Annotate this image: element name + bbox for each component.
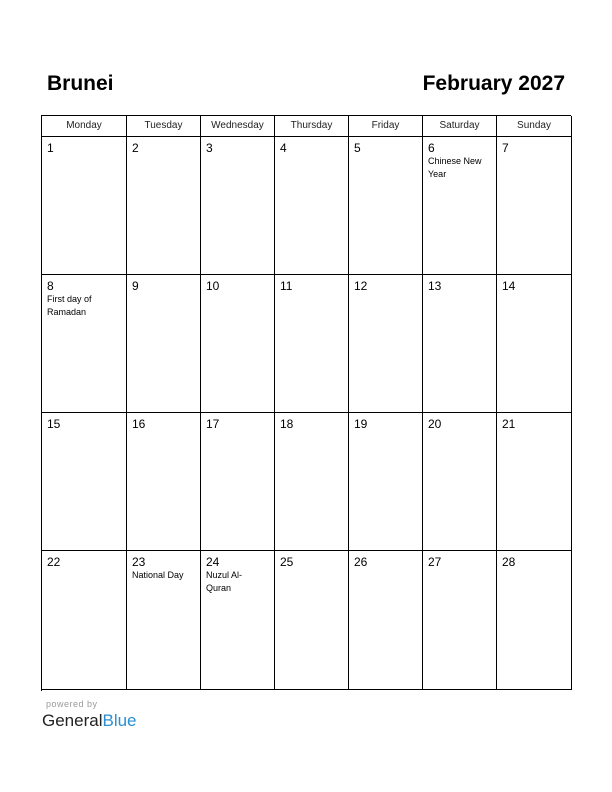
day-cell: [201, 275, 275, 413]
day-cell: [127, 413, 201, 551]
day-cell: [497, 413, 572, 551]
generalblue-logo[interactable]: [42, 711, 137, 731]
day-cell: [127, 551, 201, 690]
day-number: 25: [280, 555, 294, 569]
weekday-header-friday: Friday: [349, 116, 423, 137]
holiday-label: First day of Ramadan: [47, 294, 92, 317]
day-number: 14: [502, 279, 516, 293]
day-number: 1: [47, 141, 54, 155]
day-cell: [275, 551, 349, 690]
holiday-label: National Day: [132, 570, 184, 580]
day-number: 22: [47, 555, 61, 569]
weekday-header-sunday: Sunday: [497, 116, 572, 137]
day-cell: [201, 137, 275, 275]
day-cell: [275, 137, 349, 275]
day-number: 13: [428, 279, 442, 293]
day-number: 2: [132, 141, 139, 155]
day-number: 28: [502, 555, 516, 569]
day-number: 12: [354, 279, 368, 293]
day-number: 3: [206, 141, 213, 155]
day-number: 26: [354, 555, 368, 569]
day-cell: [423, 551, 497, 690]
day-cell: [423, 275, 497, 413]
day-cell: [275, 275, 349, 413]
day-number: 27: [428, 555, 442, 569]
day-number: 20: [428, 417, 442, 431]
day-cell: [201, 413, 275, 551]
day-cell: [42, 137, 127, 275]
day-number: 4: [280, 141, 287, 155]
footer-branding: [42, 698, 137, 731]
day-cell: [349, 275, 423, 413]
country-title: Brunei: [47, 72, 114, 95]
day-cell: [349, 137, 423, 275]
day-number: 21: [502, 417, 516, 431]
day-cell: [423, 137, 497, 275]
calendar-grid: [41, 115, 571, 691]
day-number: 11: [280, 279, 293, 293]
day-cell: [275, 413, 349, 551]
day-cell: [497, 275, 572, 413]
weekday-header-tuesday: Tuesday: [127, 116, 201, 137]
weekday-header-saturday: Saturday: [423, 116, 497, 137]
day-cell: [497, 137, 572, 275]
weekday-header-wednesday: Wednesday: [201, 116, 275, 137]
day-number: 19: [354, 417, 368, 431]
powered-by-text: powered by: [46, 699, 98, 709]
day-number: 9: [132, 279, 139, 293]
day-cell: [42, 551, 127, 690]
holiday-label: Nuzul Al-Quran: [206, 570, 243, 593]
day-number: 5: [354, 141, 361, 155]
day-number: 7: [502, 141, 509, 155]
day-number: 16: [132, 417, 146, 431]
day-number: 15: [47, 417, 61, 431]
day-number: 10: [206, 279, 220, 293]
day-number: 6: [428, 141, 435, 155]
day-number: 24: [206, 555, 220, 569]
weekday-header-monday: Monday: [42, 116, 127, 137]
logo-text-general: General: [42, 711, 103, 730]
day-number: 23: [132, 555, 146, 569]
day-cell: [349, 413, 423, 551]
day-cell: [201, 551, 275, 690]
day-cell: [423, 413, 497, 551]
logo-text-blue: Blue: [102, 711, 137, 730]
day-cell: [127, 275, 201, 413]
day-cell: [349, 551, 423, 690]
day-cell: [42, 275, 127, 413]
day-cell: [42, 413, 127, 551]
day-number: 17: [206, 417, 220, 431]
day-cell: [127, 137, 201, 275]
holiday-label: Chinese New Year: [428, 156, 482, 179]
day-cell: [497, 551, 572, 690]
weekday-header-thursday: Thursday: [275, 116, 349, 137]
day-number: 18: [280, 417, 294, 431]
month-title: February 2027: [422, 72, 565, 95]
day-number: 8: [47, 279, 54, 293]
